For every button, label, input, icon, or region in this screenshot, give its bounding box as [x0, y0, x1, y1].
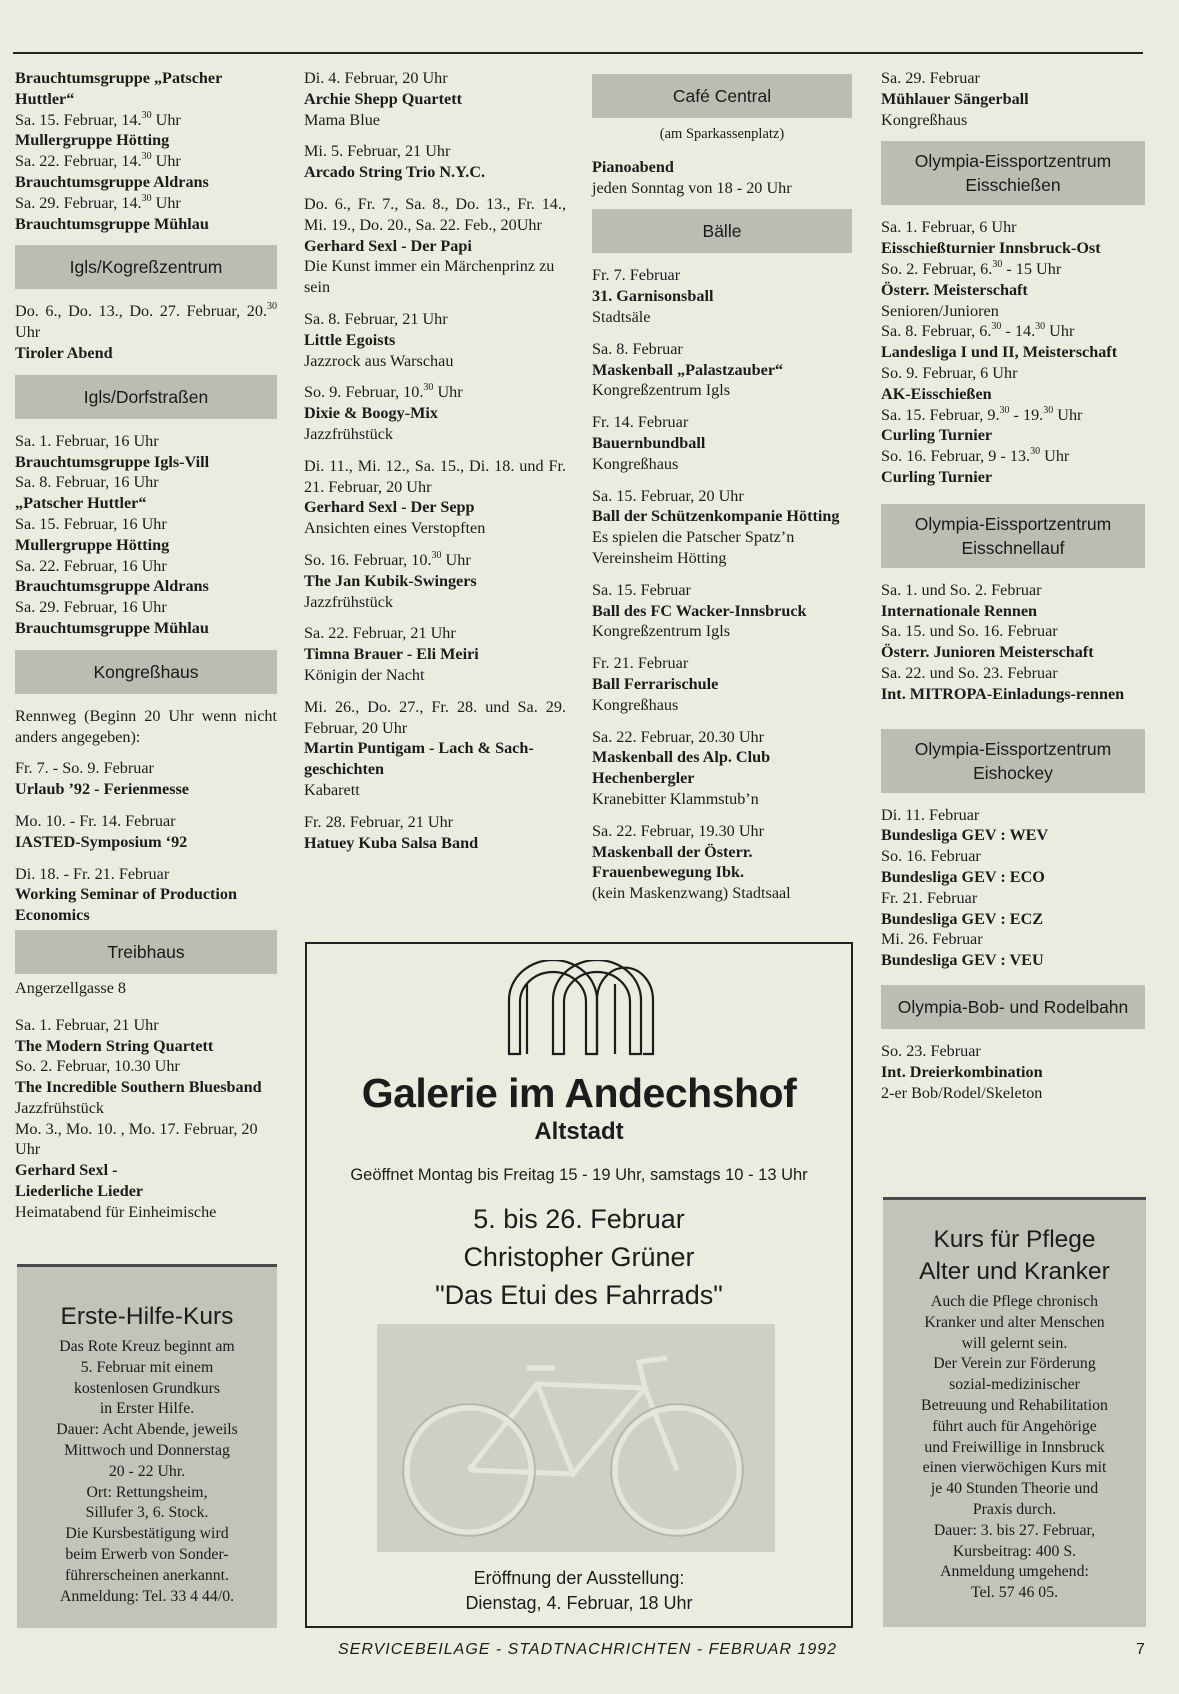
event-date: Fr. 28. Februar, 21 Uhr	[304, 812, 454, 831]
list-item	[592, 265, 852, 327]
section-header: Igls/Kogreßzentrum	[15, 245, 277, 289]
box-text: Ort: Rettungsheim,	[86, 1483, 208, 1501]
event-venue: Stadtsäle	[592, 307, 651, 326]
list-item	[15, 864, 277, 926]
event-date: Mo. 3., Mo. 10. , Mo. 17. Februar, 20 Uhr	[15, 1119, 258, 1159]
arches-logo	[505, 960, 657, 1056]
opening-info	[307, 1566, 851, 1616]
event-title: Mullergruppe Hötting	[15, 131, 170, 150]
event-date: Sa. 8. Februar, 6.30 - 14.30 Uhr	[881, 321, 1075, 341]
list-item	[304, 623, 566, 685]
event-title: Brauchtumsgruppe Aldrans	[15, 577, 209, 596]
event-venue: Kongreßhaus	[592, 695, 679, 714]
event-venue: Kongreßhaus	[592, 454, 679, 473]
care-course-box	[883, 1197, 1146, 1627]
event-date: Sa. 1. Februar, 16 Uhr	[15, 431, 159, 450]
event-date: So. 9. Februar, 6 Uhr	[881, 363, 1018, 382]
event-title: Internationale Rennen	[881, 601, 1038, 620]
box-text: will gelernt sein.	[961, 1334, 1068, 1352]
event-date: Mi. 5. Februar, 21 Uhr	[304, 142, 451, 161]
event-description: Jazzfrühstück	[304, 592, 393, 611]
event-title: Maskenball „Palastzauber“	[592, 360, 784, 379]
event-title: Ball Ferrarischule	[592, 674, 719, 693]
column-1	[15, 68, 277, 1234]
event-date: Di. 11. Februar	[881, 805, 980, 824]
list-item	[592, 339, 852, 401]
list-item	[881, 217, 1145, 487]
event-title: Martin Puntigam - Lach & Sach-geschichten	[304, 739, 534, 779]
event-date: So. 16. Februar	[881, 847, 981, 866]
list-item	[304, 697, 566, 801]
event-date: Sa. 15. Februar, 9.30 - 19.30 Uhr	[881, 404, 1083, 424]
list-item	[881, 805, 1145, 971]
event-date: Fr. 14. Februar	[592, 413, 689, 432]
event-title: Bundesliga GEV : WEV	[881, 826, 1049, 845]
exhibition-date: 5. bis 26. Februar	[473, 1204, 685, 1234]
event-date: Do. 6., Fr. 7., Sa. 8., Do. 13., Fr. 14., Mi. 19., Do. 20., Sa. 22. Feb., 20Uhr	[304, 194, 566, 234]
event-date: Fr. 7. - So. 9. Februar	[15, 759, 154, 778]
event-description: Kabarett	[304, 780, 360, 799]
event-date: Sa. 22. Februar, 21 Uhr	[304, 624, 456, 643]
list-item	[15, 431, 277, 639]
event-title: Bundesliga GEV : VEU	[881, 951, 1044, 970]
event-date: Sa. 1. Februar, 6 Uhr	[881, 218, 1017, 237]
event-date: Di. 4. Februar, 20 Uhr	[304, 69, 448, 87]
list-item	[304, 68, 566, 130]
event-date: Sa. 15. Februar, 14.30 Uhr	[15, 109, 181, 129]
event-description: Königin der Nacht	[304, 665, 425, 684]
event-date: Sa. 15. Februar, 16 Uhr	[15, 514, 167, 533]
section-header: Kongreßhaus	[15, 650, 277, 694]
box-text: Kranker und alter Menschen	[924, 1313, 1105, 1331]
section-header: Café Central	[592, 74, 852, 118]
box-text: Dauer: 3. bis 27. Februar,	[933, 1521, 1096, 1539]
event-title: The Jan Kubik-Swingers	[304, 571, 477, 590]
event-date: jeden Sonntag von 18 - 20 Uhr	[592, 178, 792, 197]
list-item	[592, 727, 852, 810]
box-text: Mittwoch und Donnerstag	[64, 1441, 230, 1459]
event-title: Österr. Meisterschaft	[881, 280, 1028, 299]
event-title: Brauchtumsgruppe Igls-Vill	[15, 452, 210, 471]
column-2	[304, 68, 566, 864]
event-title: Bundesliga GEV : ECZ	[881, 909, 1044, 928]
box-text: Anmeldung umgehend:	[940, 1563, 1089, 1581]
event-date: Sa. 29. Februar, 16 Uhr	[15, 598, 167, 617]
event-date: Sa. 8. Februar	[592, 339, 683, 358]
event-title: Bundesliga GEV : ECO	[881, 867, 1045, 886]
box-text: 20 - 22 Uhr.	[108, 1462, 186, 1480]
event-title: Ball der Schützenkompanie Hötting	[592, 507, 840, 526]
event-date: So. 16. Februar, 9 - 13.30 Uhr	[881, 446, 1070, 466]
list-item	[592, 412, 852, 474]
event-title: Little Egoists	[304, 330, 396, 349]
event-title: Ball des FC Wacker-Innsbruck	[592, 601, 807, 620]
event-title: Hatuey Kuba Salsa Band	[304, 833, 479, 852]
box-text: Der Verein zur Förderung	[933, 1355, 1096, 1373]
event-title: Mühlauer Sängerball	[881, 89, 1029, 108]
event-venue: Kongreßhaus	[881, 110, 968, 129]
event-date: Sa. 22. Februar, 19.30 Uhr	[592, 821, 764, 840]
event-date: Di. 18. - Fr. 21. Februar	[15, 864, 170, 883]
event-title: Brauchtumsgruppe Mühlau	[15, 214, 209, 233]
event-title: Int. MITROPA-Einladungs-rennen	[881, 684, 1125, 703]
event-title: Gerhard Sexl -	[15, 1161, 118, 1180]
event-date: Sa. 22. Februar, 16 Uhr	[15, 556, 167, 575]
event-venue: (kein Maskenzwang) Stadtsaal	[592, 884, 791, 903]
box-text: einen vierwöchigen Kurs mit	[922, 1459, 1107, 1477]
event-title: Archie Shepp Quartett	[304, 89, 462, 108]
event-venue: Kranebitter Klammstub’n	[592, 789, 759, 808]
list-item	[881, 580, 1145, 705]
section-header: Olympia-Eissportzentrum Eisschnellauf	[881, 504, 1145, 568]
list-item	[304, 194, 566, 298]
event-title: 31. Garnisonsball	[592, 287, 714, 306]
event-date: Mi. 26. Februar	[881, 930, 983, 949]
event-date: Sa. 15. Februar, 20 Uhr	[592, 486, 744, 505]
list-item	[592, 653, 852, 715]
box-text: Anmeldung: Tel. 33 4 44/0.	[59, 1587, 235, 1605]
list-item	[304, 141, 566, 183]
event-title: Bauernbundball	[592, 433, 706, 452]
event-description: Es spielen die Patscher Spatz’n	[592, 528, 795, 547]
list-item	[304, 382, 566, 444]
event-description: Senioren/Junioren	[881, 301, 999, 320]
opening-date: Dienstag, 4. Februar, 18 Uhr	[465, 1593, 693, 1613]
event-title: Österr. Junioren Meisterschaft	[881, 643, 1094, 662]
list-item	[592, 580, 852, 642]
event-title: „Patscher Huttler“	[15, 494, 147, 513]
event-date: Sa. 29. Februar, 14.30 Uhr	[15, 192, 181, 212]
list-item	[592, 157, 852, 199]
event-date: Mi. 26., Do. 27., Fr. 28. und Sa. 29. Februar, 20 Uhr	[304, 697, 566, 737]
event-date: Sa. 29. Februar	[881, 69, 980, 87]
list-item	[881, 1041, 1145, 1103]
event-description: Heimatabend für Einheimische	[15, 1202, 217, 1221]
gallery-title: Galerie im Andechshof	[361, 1070, 797, 1116]
event-title: Mullergruppe Hötting	[15, 535, 170, 554]
event-title: Int. Dreierkombination	[881, 1062, 1043, 1081]
event-date: Sa. 15. und So. 16. Februar	[881, 622, 1058, 641]
event-date: Di. 11., Mi. 12., Sa. 15., Di. 18. und Fr. 21. Februar, 20 Uhr	[304, 456, 566, 496]
box-text: beim Erwerb von Sonder-	[65, 1545, 229, 1563]
bicycle-relief-image	[377, 1324, 775, 1552]
list-item	[304, 812, 566, 854]
event-title: Brauchtumsgruppe Aldrans	[15, 172, 209, 191]
event-venue: Kongreßzentrum Igls	[592, 622, 731, 641]
column-4	[881, 68, 1145, 1114]
column-3	[592, 68, 852, 915]
event-date: So. 9. Februar, 10.30 Uhr	[304, 382, 463, 402]
box-text: sozial-medizinischer	[949, 1376, 1080, 1394]
box-text: und Freiwillige in Innsbruck	[924, 1438, 1105, 1456]
event-title: Landesliga I und II, Meisterschaft	[881, 343, 1118, 362]
section-header: Bälle	[592, 209, 852, 253]
event-title: Urlaub ’92 - Ferienmesse	[15, 780, 189, 799]
section-header: Olympia-Bob- und Rodelbahn	[881, 985, 1145, 1029]
box-text: kostenlosen Grundkurs	[73, 1379, 221, 1397]
event-date: So. 23. Februar	[881, 1041, 981, 1060]
page-number: 7	[1136, 1641, 1146, 1658]
event-title: Working Seminar of Production Economics	[15, 885, 237, 925]
bicycle-icon	[377, 1324, 775, 1552]
event-date: Sa. 22. und So. 23. Februar	[881, 663, 1058, 682]
event-title: Pianoabend	[592, 157, 674, 176]
event-date: Sa. 8. Februar, 21 Uhr	[304, 309, 448, 328]
event-title: Maskenball des Alp. Club Hechenbergler	[592, 748, 771, 788]
box-text: Die Kursbestätigung wird	[65, 1525, 229, 1543]
event-date: Fr. 21. Februar	[881, 888, 978, 907]
section-subtitle: (am Sparkassenplatz)	[659, 126, 785, 142]
box-text: Sillufer 3, 6. Stock.	[85, 1504, 209, 1522]
event-title: Timna Brauer - Eli Meiri	[304, 645, 479, 664]
event-title: Liederliche Lieder	[15, 1182, 144, 1201]
event-venue: Vereinsheim Hötting	[592, 548, 727, 567]
box-text: führerscheinen anerkannt.	[64, 1566, 230, 1584]
list-item	[15, 1015, 277, 1223]
event-description: Jazzfrühstück	[304, 424, 393, 443]
event-date: Mo. 10. - Fr. 14. Februar	[15, 811, 176, 830]
section-header: Olympia-Eissportzentrum Eisschießen	[881, 141, 1145, 205]
event-date: Do. 6., Do. 13., Do. 27. Februar, 20.30 Uhr	[15, 301, 277, 342]
opening-label: Eröffnung der Ausstellung:	[473, 1568, 685, 1588]
event-title: Brauchtumsgruppe „Patscher Huttler“	[15, 69, 222, 108]
box-title: Alter und Kranker	[919, 1258, 1110, 1285]
box-title: Kurs für Pflege	[933, 1226, 1096, 1253]
footer-text: SERVICEBEILAGE - STADTNACHRICHTEN - FEBRUAR 1992	[338, 1641, 838, 1658]
box-text: führt auch für Angehörige	[932, 1417, 1097, 1435]
event-title: Eisschießturnier Innsbruck-Ost	[881, 239, 1101, 258]
venue-note: Rennweg (Beginn 20 Uhr wenn nicht anders angegeben):	[15, 706, 277, 746]
event-title: Curling Turnier	[881, 426, 993, 445]
event-venue: Mama Blue	[304, 110, 380, 129]
event-description: 2-er Bob/Rodel/Skeleton	[881, 1083, 1043, 1102]
venue-address: Angerzellgasse 8	[15, 978, 127, 997]
list-item	[881, 68, 1145, 130]
section-header: Igls/Dorfstraßen	[15, 375, 277, 419]
event-title: AK-Eisschießen	[881, 384, 992, 403]
box-text: Das Rote Kreuz beginnt am	[59, 1338, 235, 1355]
box-text: je 40 Stunden Theorie und	[930, 1480, 1099, 1498]
event-title: Tiroler Abend	[15, 343, 113, 362]
first-aid-course-box	[17, 1264, 277, 1628]
event-title: The Incredible Southern Bluesband Jazzfrühstück	[15, 1078, 262, 1117]
event-title: Brauchtumsgruppe Mühlau	[15, 618, 209, 637]
box-title: Erste-Hilfe-Kurs	[60, 1303, 234, 1330]
top-rule	[13, 52, 1143, 54]
event-date: Fr. 7. Februar	[592, 266, 681, 285]
event-title: Dixie & Boogy-Mix	[304, 404, 438, 423]
box-text: Auch die Pflege chronisch	[930, 1293, 1099, 1310]
box-text: Betreuung und Rehabilitation	[921, 1396, 1108, 1414]
section-header: Olympia-Eissportzentrum Eishockey	[881, 729, 1145, 793]
event-date: Sa. 22. Februar, 20.30 Uhr	[592, 727, 764, 746]
list-item	[15, 301, 277, 363]
artist-name: Christopher Grüner	[463, 1242, 695, 1272]
event-title: Maskenball der Österr. Frauenbewegung Ibk.	[592, 842, 753, 882]
event-title: Gerhard Sexl - Der Papi	[304, 236, 472, 255]
box-text: Dauer: Acht Abende, jeweils	[56, 1421, 238, 1439]
event-date: So. 2. Februar, 6.30 - 15 Uhr	[881, 258, 1062, 278]
event-title: Curling Turnier	[881, 467, 993, 486]
event-venue: Kongreßzentrum Igls	[592, 381, 731, 400]
event-date: So. 2. Februar, 10.30 Uhr	[15, 1057, 180, 1076]
exhibition-info	[307, 1200, 851, 1314]
gallery-subtitle: Altstadt	[534, 1118, 624, 1145]
box-text: Praxis durch.	[972, 1500, 1057, 1518]
event-date: Sa. 8. Februar, 16 Uhr	[15, 473, 159, 492]
list-item	[592, 486, 852, 569]
event-date: Sa. 1. Februar, 21 Uhr	[15, 1015, 159, 1034]
box-text: in Erster Hilfe.	[99, 1400, 195, 1418]
box-text: Kursbeitrag: 400 S.	[952, 1542, 1077, 1560]
gallery-advertisement	[305, 942, 853, 1628]
event-date: Sa. 22. Februar, 14.30 Uhr	[15, 151, 181, 171]
event-description: Ansichten eines Verstopften	[304, 519, 486, 538]
section-header: Treibhaus	[15, 930, 277, 974]
event-date: Sa. 1. und So. 2. Februar	[881, 580, 1042, 599]
opening-hours: Geöffnet Montag bis Freitag 15 - 19 Uhr, samstags 10 - 13 Uhr	[350, 1166, 808, 1184]
event-description: Die Kunst immer ein Märchenprinz zu sein	[304, 257, 555, 297]
exhibition-title: "Das Etui des Fahrrads"	[435, 1280, 723, 1310]
event-title: The Modern String Quartett	[15, 1036, 214, 1055]
event-title: Gerhard Sexl - Der Sepp	[304, 498, 475, 517]
list-item	[304, 550, 566, 612]
list-item	[15, 758, 277, 800]
list-item	[592, 821, 852, 904]
list-item	[15, 811, 277, 853]
event-date: So. 16. Februar, 10.30 Uhr	[304, 549, 471, 569]
event-description: Jazzrock aus Warschau	[304, 351, 454, 370]
event-title: IASTED-Symposium ‘92	[15, 832, 188, 851]
box-text: Tel. 57 46 05.	[970, 1584, 1059, 1602]
event-date: Sa. 15. Februar	[592, 580, 691, 599]
list-item	[304, 309, 566, 371]
list-item	[15, 68, 277, 234]
event-date: Fr. 21. Februar	[592, 654, 689, 673]
box-text: 5. Februar mit einem	[80, 1358, 214, 1376]
event-title: Arcado String Trio N.Y.C.	[304, 163, 486, 182]
list-item	[304, 456, 566, 539]
